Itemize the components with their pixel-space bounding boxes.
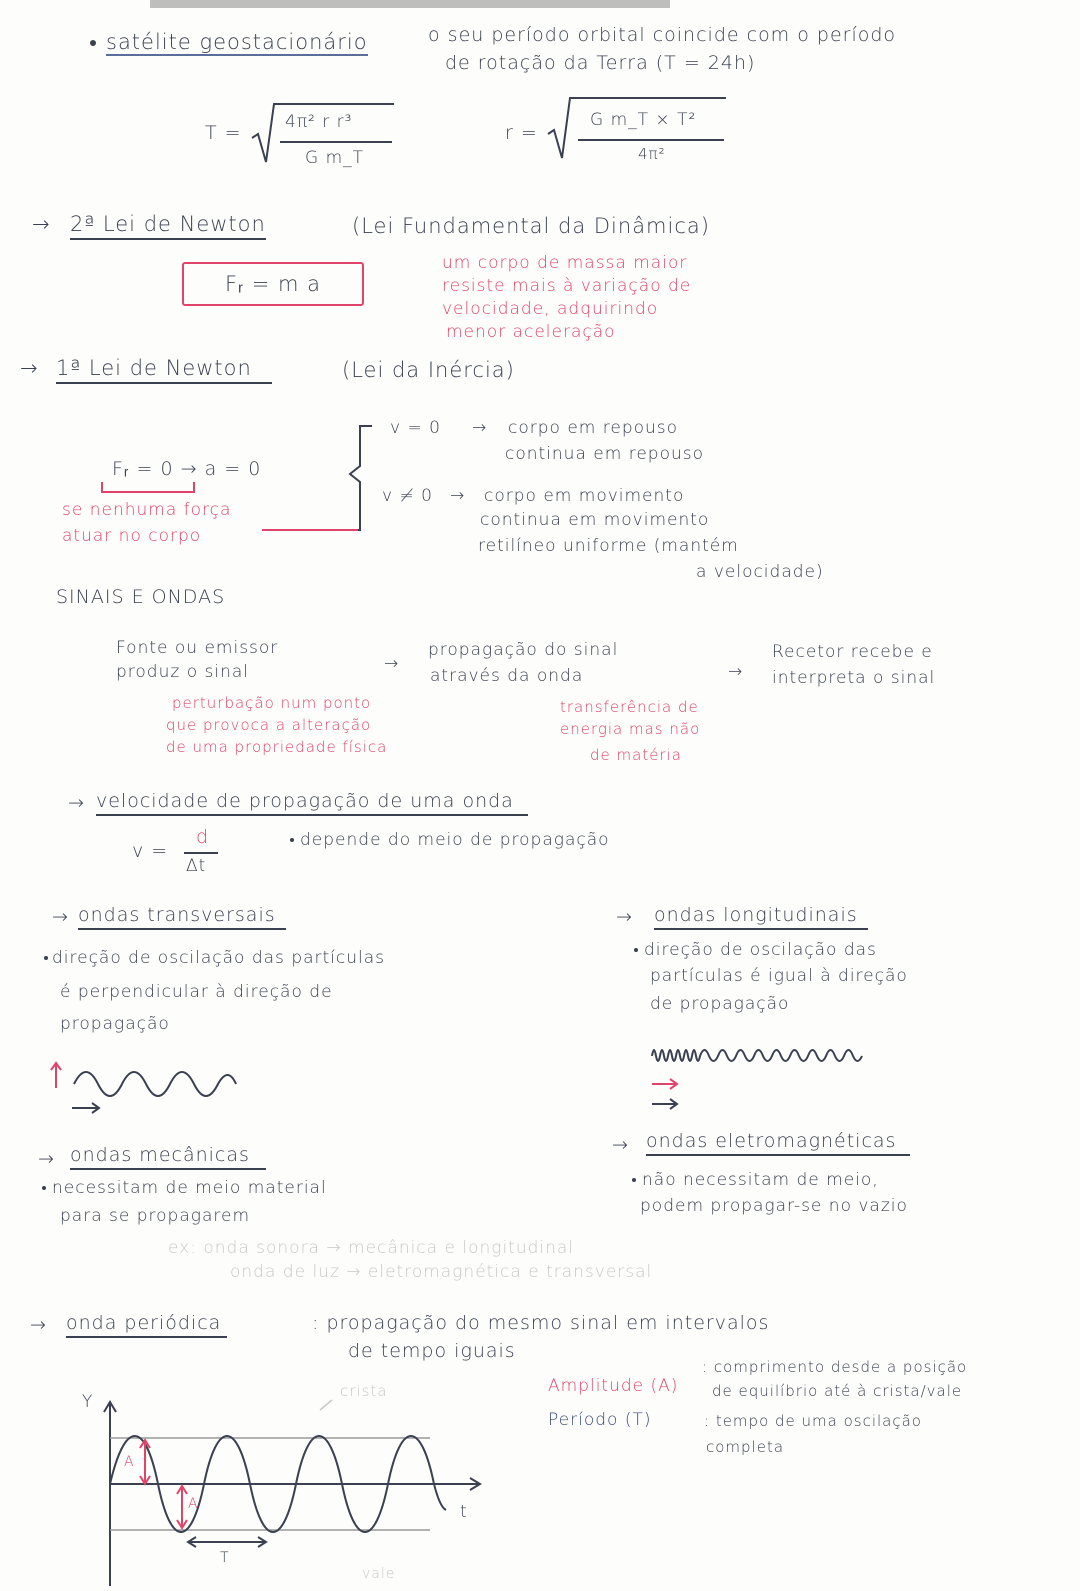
signals-arrow-1: → [384, 654, 400, 674]
formula-r-denominator: 4π² [638, 145, 666, 163]
arrow-transverse: → [52, 906, 69, 928]
velocity-denominator: Δt [186, 856, 207, 876]
newton1-note-1: se nenhuma força [62, 500, 232, 520]
arrow-electromagnetic: → [612, 1134, 629, 1156]
amplitude-desc-2: de equilíbrio até à crista/vale [712, 1382, 963, 1400]
graph-T-label: T [220, 1550, 230, 1566]
periodic-desc-2: de tempo iguais [348, 1340, 516, 1362]
prop-note-2: energia mas não [560, 720, 701, 738]
velocity-note [290, 830, 610, 850]
longitudinal-line-3: de propagação [650, 994, 790, 1014]
longitudinal-line-1 [634, 940, 877, 960]
satellite-title: satélite geostacionário [106, 30, 368, 54]
newton2-note-1: um corpo de massa maior [442, 253, 688, 273]
periodic-title: onda periódica [66, 1312, 227, 1338]
newton2-subtitle: (Lei Fundamental da Dinâmica) [352, 214, 710, 238]
graph-y-label: Y [82, 1392, 94, 1412]
transverse-wave-sketch [46, 1058, 246, 1118]
signals-heading: SINAIS E ONDAS [56, 586, 226, 608]
satellite-bullet [90, 30, 368, 54]
mechanical-text-1: necessitam de meio material [52, 1178, 327, 1198]
formula-T-lhs: T = [205, 122, 242, 144]
electromagnetic-line-1 [632, 1170, 879, 1190]
case2-line-4: a velocidade) [696, 562, 824, 582]
satellite-desc-1: o seu período orbital coincide com o período [428, 24, 897, 46]
newton2-formula-box [182, 262, 364, 306]
case1-line-1: corpo em repouso [508, 418, 679, 438]
source-line-2: produz o sinal [116, 662, 249, 682]
mechanical-line-1 [42, 1178, 327, 1198]
velocity-note-text: depende do meio de propagação [300, 830, 610, 850]
source-line-1: Fonte ou emissor [116, 638, 279, 658]
case1-cond: v = 0 [390, 418, 441, 438]
case2-arrow: → [450, 486, 466, 506]
period-desc-1: : tempo de uma oscilação [704, 1412, 922, 1430]
arrow-longitudinal: → [616, 906, 633, 928]
mechanical-line-2: para se propagarem [60, 1206, 251, 1226]
velocity-numerator: d [196, 826, 210, 848]
formula-r-lhs: r = [505, 122, 538, 144]
examples-line-2: onda de luz → eletromagnética e transversal [230, 1262, 653, 1282]
source-note-2: que provoca a alteração [166, 716, 372, 734]
velocity-fraction-bar [184, 852, 218, 854]
graph-trough-label: vale [362, 1566, 396, 1582]
velocity-title: velocidade de propagação de uma onda [96, 790, 528, 816]
amplitude-desc-1: : comprimento desde a posição [702, 1358, 968, 1376]
electromagnetic-title: ondas eletromagnéticas [646, 1130, 910, 1156]
longitudinal-wave-sketch [648, 1040, 878, 1116]
electromagnetic-line-2: podem propagar-se no vazio [640, 1196, 908, 1216]
amplitude-label: Amplitude (A) [548, 1376, 679, 1396]
arrow-periodic: → [30, 1314, 47, 1336]
receiver-line-2: interpreta o sinal [772, 668, 936, 688]
receiver-line-1: Recetor recebe e [772, 642, 933, 662]
case1-line-2: continua em repouso [505, 444, 705, 464]
newton2-note-3: velocidade, adquirindo [442, 299, 659, 319]
case2-line-2: continua em movimento [480, 510, 710, 530]
satellite-desc-2: de rotação da Terra (T = 24h) [445, 52, 756, 74]
transverse-line-3: propagação [60, 1014, 170, 1034]
source-note-3: de uma propriedade física [166, 738, 388, 756]
case2-line-1: corpo em movimento [484, 486, 685, 506]
prop-note-1: transferência de [560, 698, 699, 716]
newton1-subtitle: (Lei da Inércia) [342, 358, 515, 382]
formula-r-numerator: G m_T × T² [590, 110, 697, 130]
formula-T-numerator: 4π² r r³ [285, 112, 353, 132]
graph-crest-label: crista [340, 1382, 388, 1400]
top-edge-shadow [150, 0, 670, 8]
longitudinal-line-2: partículas é igual à direção [650, 966, 908, 986]
newton1-underbrace [100, 480, 200, 496]
arrow-newton1: → [20, 356, 39, 380]
newton2-title: 2ª Lei de Newton [70, 212, 266, 240]
newton1-brace [262, 420, 382, 540]
period-label: Período (T) [548, 1410, 652, 1430]
newton2-note-4: menor aceleração [446, 322, 616, 342]
newton1-title: 1ª Lei de Newton [56, 356, 272, 384]
newton2-formula: Fᵣ = m a [224, 272, 322, 296]
graph-A-label-1: A [124, 1454, 135, 1470]
prop-line-1: propagação do sinal [428, 640, 619, 660]
mechanical-title: ondas mecânicas [70, 1144, 266, 1170]
transverse-text-1: direção de oscilação das partículas [52, 948, 386, 968]
graph-A-label-2: A [188, 1496, 199, 1512]
periodic-wave-graph [70, 1390, 510, 1590]
periodic-desc-1: : propagação do mesmo sinal em intervalos [312, 1312, 770, 1334]
longitudinal-text-1: direção de oscilação das [644, 940, 877, 960]
case1-arrow: → [472, 418, 488, 438]
newton2-note-2: resiste mais à variação de [442, 276, 692, 296]
case2-cond: v ≠ 0 [382, 486, 433, 506]
signals-arrow-2: → [728, 662, 744, 682]
prop-note-3: de matéria [590, 746, 682, 764]
period-desc-2: completa [706, 1438, 785, 1456]
newton1-note-2: atuar no corpo [62, 526, 202, 546]
arrow-mechanical: → [38, 1148, 55, 1170]
velocity-lhs: v = [132, 840, 169, 862]
electromagnetic-text-1: não necessitam de meio, [642, 1170, 879, 1190]
newton1-formula: Fᵣ = 0 → a = 0 [112, 458, 262, 480]
prop-line-2: através da onda [430, 666, 584, 686]
case2-line-3: retilíneo uniforme (mantém [478, 536, 739, 556]
source-note-1: perturbação num ponto [172, 694, 372, 712]
graph-t-label: t [460, 1502, 468, 1522]
examples-line-1: ex: onda sonora → mecânica e longitudinal [168, 1238, 575, 1258]
formula-T-denominator: G m_T [305, 148, 365, 168]
arrow-velocity: → [68, 792, 85, 814]
transverse-title: ondas transversais [78, 904, 286, 930]
transverse-line-1 [44, 948, 385, 968]
transverse-line-2: é perpendicular à direção de [60, 982, 333, 1002]
arrow-newton2: → [32, 212, 51, 236]
longitudinal-title: ondas longitudinais [654, 904, 868, 930]
